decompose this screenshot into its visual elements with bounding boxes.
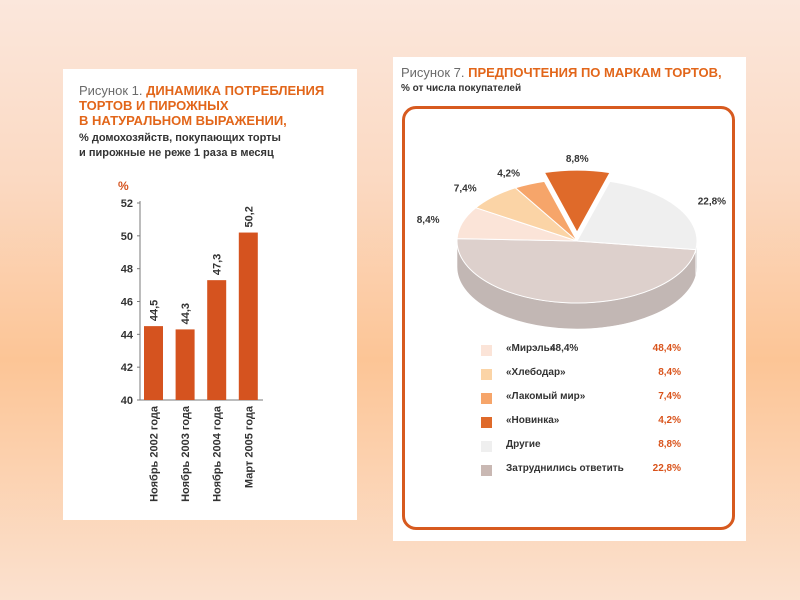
legend-label: «Мирэль» — [506, 343, 556, 354]
legend-value: 7,4% — [658, 391, 681, 402]
bar — [176, 329, 195, 400]
y-tick-label: 50 — [120, 230, 133, 243]
legend-item — [481, 439, 681, 455]
bar-value-label: 50,2 — [243, 206, 256, 228]
legend-item — [481, 367, 681, 383]
pie-slice-label: 7,4% — [453, 183, 477, 195]
x-category-label: Ноябрь 2004 года — [211, 406, 224, 502]
legend-label: «Новинка» — [506, 415, 560, 426]
pie-slice-label: 4,2% — [497, 168, 520, 180]
legend-swatch — [481, 369, 492, 380]
legend-swatch — [481, 393, 492, 404]
x-category-label: Ноябрь 2003 года — [180, 406, 193, 502]
legend-swatch — [481, 417, 492, 428]
bar — [207, 280, 226, 400]
legend-value: 22,8% — [652, 463, 681, 474]
y-tick-label: 48 — [120, 263, 133, 276]
legend-value: 48,4% — [652, 343, 681, 354]
y-tick-label: 52 — [120, 198, 133, 210]
y-tick-label: 40 — [120, 395, 133, 407]
pie-slice-label: 8,8% — [565, 153, 589, 165]
bar-value-label: 44,5 — [148, 299, 161, 322]
figure-1-subtitle-line-2: и пирожные не реже 1 раза в месяц — [79, 147, 274, 159]
y-tick-label: 44 — [120, 329, 133, 342]
bar — [239, 233, 258, 400]
figure-1-title-line-1: ДИНАМИКА ПОТРЕБЛЕНИЯ — [146, 83, 325, 98]
legend-value: 8,8% — [658, 439, 681, 450]
x-category-label: Март 2005 года — [243, 406, 256, 489]
legend-item — [481, 391, 681, 407]
figure-1-subtitle-line-1: % домохозяйств, покупающих торты — [79, 132, 281, 144]
legend-value: 8,4% — [658, 367, 681, 378]
pie-slice-label: 8,4% — [416, 214, 440, 226]
bar-value-label: 44,3 — [180, 302, 193, 325]
bar-chart-unit: % — [118, 179, 129, 193]
legend-item — [481, 463, 681, 479]
figure-1-title-line-2: ТОРТОВ И ПИРОЖНЫХ — [79, 98, 229, 113]
figure-2-panel — [393, 57, 746, 541]
bar — [144, 326, 163, 400]
legend-swatch — [481, 441, 492, 452]
y-tick-label: 46 — [120, 296, 133, 309]
legend-label: Другие — [506, 439, 541, 450]
figure-2-title: ПРЕДПОЧТЕНИЯ ПО МАРКАМ ТОРТОВ, — [468, 65, 722, 80]
figure-1-panel — [63, 69, 357, 520]
legend-label: «Лакомый мир» — [506, 391, 586, 402]
figure-2-subtitle: % от числа покупателей — [401, 83, 522, 94]
legend-swatch — [481, 345, 492, 356]
pie-slice-label: 22,8% — [697, 196, 727, 208]
bar-value-label: 47,3 — [211, 253, 224, 276]
x-category-label: Ноябрь 2002 года — [148, 406, 161, 502]
legend-label: Затруднились ответить — [506, 463, 624, 474]
legend-value: 4,2% — [658, 415, 681, 426]
figure-2-caption-lead: Рисунок 7. — [401, 65, 465, 80]
y-tick-label: 42 — [120, 362, 133, 375]
legend-swatch — [481, 465, 492, 476]
figure-1-title-line-3: В НАТУРАЛЬНОМ ВЫРАЖЕНИИ, — [79, 113, 287, 128]
figure-1-caption-lead: Рисунок 1. — [79, 83, 143, 98]
bar-chart — [63, 69, 357, 520]
legend-label: «Хлебодар» — [506, 367, 566, 378]
legend-item — [481, 415, 681, 431]
legend-item — [481, 343, 681, 359]
pie-slice-label: 48,4% — [549, 343, 579, 355]
